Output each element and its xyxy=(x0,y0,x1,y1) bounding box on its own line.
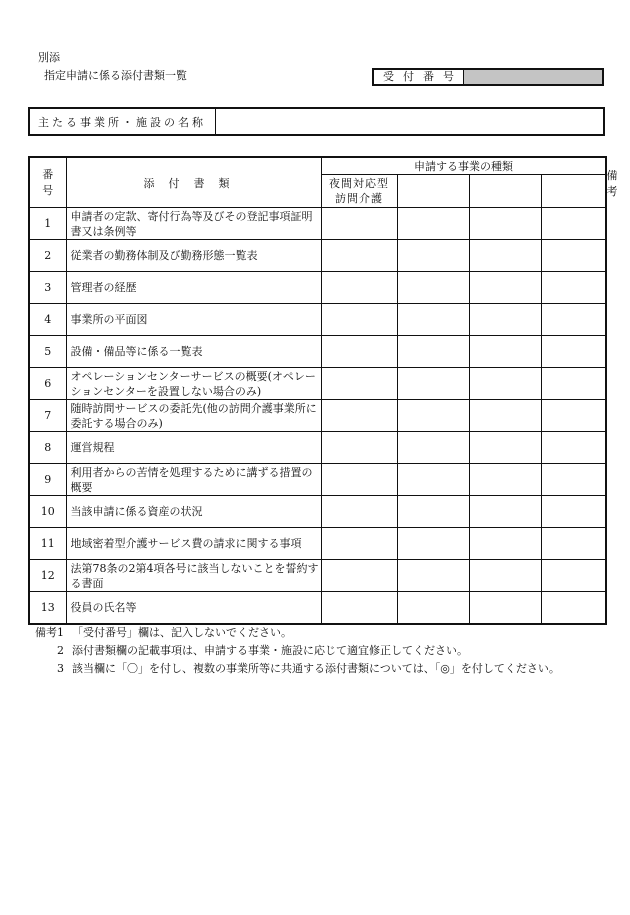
document-name: 管理者の経歴 xyxy=(66,272,321,304)
service-type-check-cell[interactable] xyxy=(397,272,469,304)
service-type-check-cell[interactable] xyxy=(321,272,397,304)
document-name: 従業者の勤務体制及び勤務形態一覧表 xyxy=(66,240,321,272)
service-type-check-cell[interactable] xyxy=(321,304,397,336)
document-name: 設備・備品等に係る一覧表 xyxy=(66,336,321,368)
attachment-label: 別添 xyxy=(38,51,60,64)
document-name: 事業所の平面図 xyxy=(66,304,321,336)
service-type-check-cell[interactable] xyxy=(469,464,541,496)
table-row xyxy=(29,496,606,528)
service-type-check-cell[interactable] xyxy=(321,560,397,592)
receipt-number-field[interactable] xyxy=(464,70,602,84)
row-number: 5 xyxy=(29,336,66,368)
service-type-check-cell[interactable] xyxy=(397,336,469,368)
service-type-check-cell[interactable] xyxy=(541,368,606,400)
row-number: 3 xyxy=(29,272,66,304)
table-row xyxy=(29,272,606,304)
service-type-check-cell[interactable] xyxy=(541,304,606,336)
document-name: 運営規程 xyxy=(66,432,321,464)
service-type-check-cell[interactable] xyxy=(541,432,606,464)
row-number: 2 xyxy=(29,240,66,272)
document-title: 指定申請に係る添付書類一覧 xyxy=(44,69,187,82)
receipt-number-label: 受付番号 xyxy=(374,70,464,84)
row-number: 12 xyxy=(29,560,66,592)
service-type-header-1 xyxy=(321,175,397,208)
service-type-check-cell[interactable] xyxy=(321,528,397,560)
service-type-header-2 xyxy=(397,175,469,208)
service-type-check-cell[interactable] xyxy=(321,240,397,272)
row-number: 1 xyxy=(29,208,66,240)
service-type-header-3 xyxy=(469,175,541,208)
receipt-number-box xyxy=(372,68,604,86)
table-row xyxy=(29,240,606,272)
office-name-box xyxy=(28,107,605,136)
table-row xyxy=(29,400,606,432)
service-type-check-cell[interactable] xyxy=(469,496,541,528)
table-row xyxy=(29,432,606,464)
service-type-check-cell[interactable] xyxy=(541,208,606,240)
service-type-check-cell[interactable] xyxy=(541,336,606,368)
note-prefix: 2 xyxy=(57,644,64,657)
service-type-check-cell[interactable] xyxy=(469,272,541,304)
row-number: 7 xyxy=(29,400,66,432)
service-type-check-cell[interactable] xyxy=(321,368,397,400)
service-type-check-cell[interactable] xyxy=(321,464,397,496)
note-prefix: 備考1 xyxy=(35,626,64,639)
row-number: 6 xyxy=(29,368,66,400)
service-type-check-cell[interactable] xyxy=(397,240,469,272)
service-type-check-cell[interactable] xyxy=(469,240,541,272)
document-name: 利用者からの苦情を処理するために講ずる措置の概要 xyxy=(66,464,321,496)
row-number: 10 xyxy=(29,496,66,528)
office-name-label: 主たる事業所・施設の名称 xyxy=(30,109,216,134)
service-type-check-cell[interactable] xyxy=(469,304,541,336)
table-row xyxy=(29,304,606,336)
document-name: 当該申請に係る資産の状況 xyxy=(66,496,321,528)
service-type-check-cell[interactable] xyxy=(469,592,541,625)
service-type-check-cell[interactable] xyxy=(321,336,397,368)
documents-column-header: 添付書類 xyxy=(66,157,321,208)
note-3 xyxy=(28,662,560,676)
service-type-check-cell[interactable] xyxy=(469,208,541,240)
service-type-check-cell[interactable] xyxy=(397,208,469,240)
table-row xyxy=(29,336,606,368)
service-type-check-cell[interactable] xyxy=(397,560,469,592)
note-text: 添付書類欄の記載事項は、申請する事業・施設に応じて適宜修正してください。 xyxy=(72,644,468,657)
row-number: 11 xyxy=(29,528,66,560)
row-number: 8 xyxy=(29,432,66,464)
service-type-check-cell[interactable] xyxy=(541,592,606,625)
service-type-check-cell[interactable] xyxy=(321,208,397,240)
note-2 xyxy=(28,644,560,658)
table-row xyxy=(29,464,606,496)
service-type-check-cell[interactable] xyxy=(541,400,606,432)
service-type-check-cell[interactable] xyxy=(321,496,397,528)
service-type-check-cell[interactable] xyxy=(321,400,397,432)
number-header-text: 番号 xyxy=(42,167,54,197)
document-name: 役員の氏名等 xyxy=(66,592,321,625)
document-name: オペレーションセンターサービスの概要(オペレーションセンターを設置しない場合のみ) xyxy=(66,368,321,400)
document-name: 法第78条の2第4項各号に該当しないことを誓約する書面 xyxy=(66,560,321,592)
note-text: 「受付番号」欄は、記入しないでください。 xyxy=(72,626,292,639)
service-type-check-cell[interactable] xyxy=(469,528,541,560)
service-type-header-4 xyxy=(541,175,606,208)
office-name-field[interactable] xyxy=(216,109,603,134)
service-type-check-cell[interactable] xyxy=(541,464,606,496)
service-type-check-cell[interactable] xyxy=(469,560,541,592)
service-type-check-cell[interactable] xyxy=(469,432,541,464)
table-row xyxy=(29,528,606,560)
service-type-check-cell[interactable] xyxy=(541,272,606,304)
service-type-check-cell[interactable] xyxy=(541,528,606,560)
service-type-check-cell[interactable] xyxy=(541,240,606,272)
service-type-check-cell[interactable] xyxy=(397,432,469,464)
service-type-check-cell[interactable] xyxy=(541,560,606,592)
number-column-header xyxy=(29,157,66,208)
service-type-check-cell[interactable] xyxy=(469,336,541,368)
service-types-header: 申請する事業の種類 xyxy=(321,157,606,175)
attachments-table: 番号 添付書類 申請する事業の種類 備考 夜間対応型訪問介護 1 申請者の定款、寄付行為等及びその登記事項証明書又は条例等 2 従業者の勤務体制及び勤務形態一覧表 3 管理者の経歴 4 事業所の平面図 5 設備・備品等に係る一覧表 6 オペレーションセンターサービスの概要(オペレーションセンターを設置しない場合のみ) 7 随時訪問サービスの委託先(他の訪問介護事業所に委託する場合のみ) 8 運営規程 9 利用者からの苦情を処理するために講ずる措置の概要 10 当該申請に係る資産の状況 11 地域密着型介護サービス費の請求に関する事項 12 法第78条の2第4項各号に該当しないことを誓約する書面 13 役員の氏名等 xyxy=(28,156,607,625)
note-text: 該当欄に「〇」を付し、複数の事業所等に共通する添付書類については、「◎」を付してください。 xyxy=(72,662,560,675)
remarks-notes xyxy=(28,626,560,680)
service-type-text: 夜間対応型訪問介護 xyxy=(329,177,389,205)
service-type-check-cell[interactable] xyxy=(397,400,469,432)
service-type-check-cell[interactable] xyxy=(397,592,469,625)
service-type-check-cell[interactable] xyxy=(397,496,469,528)
row-number: 13 xyxy=(29,592,66,625)
row-number: 9 xyxy=(29,464,66,496)
table-row xyxy=(29,592,606,625)
service-type-check-cell[interactable] xyxy=(397,528,469,560)
table-row xyxy=(29,208,606,240)
table-row xyxy=(29,560,606,592)
service-type-check-cell[interactable] xyxy=(397,304,469,336)
document-name: 地域密着型介護サービス費の請求に関する事項 xyxy=(66,528,321,560)
service-type-check-cell[interactable] xyxy=(469,368,541,400)
note-1 xyxy=(28,626,560,640)
table-row xyxy=(29,368,606,400)
row-number: 4 xyxy=(29,304,66,336)
service-type-check-cell[interactable] xyxy=(397,368,469,400)
service-type-check-cell[interactable] xyxy=(469,400,541,432)
service-type-check-cell[interactable] xyxy=(541,496,606,528)
service-type-check-cell[interactable] xyxy=(397,464,469,496)
service-type-check-cell[interactable] xyxy=(321,592,397,625)
service-type-check-cell[interactable] xyxy=(321,432,397,464)
document-name: 随時訪問サービスの委託先(他の訪問介護事業所に委託する場合のみ) xyxy=(66,400,321,432)
note-prefix: 3 xyxy=(57,662,64,675)
document-name: 申請者の定款、寄付行為等及びその登記事項証明書又は条例等 xyxy=(66,208,321,240)
